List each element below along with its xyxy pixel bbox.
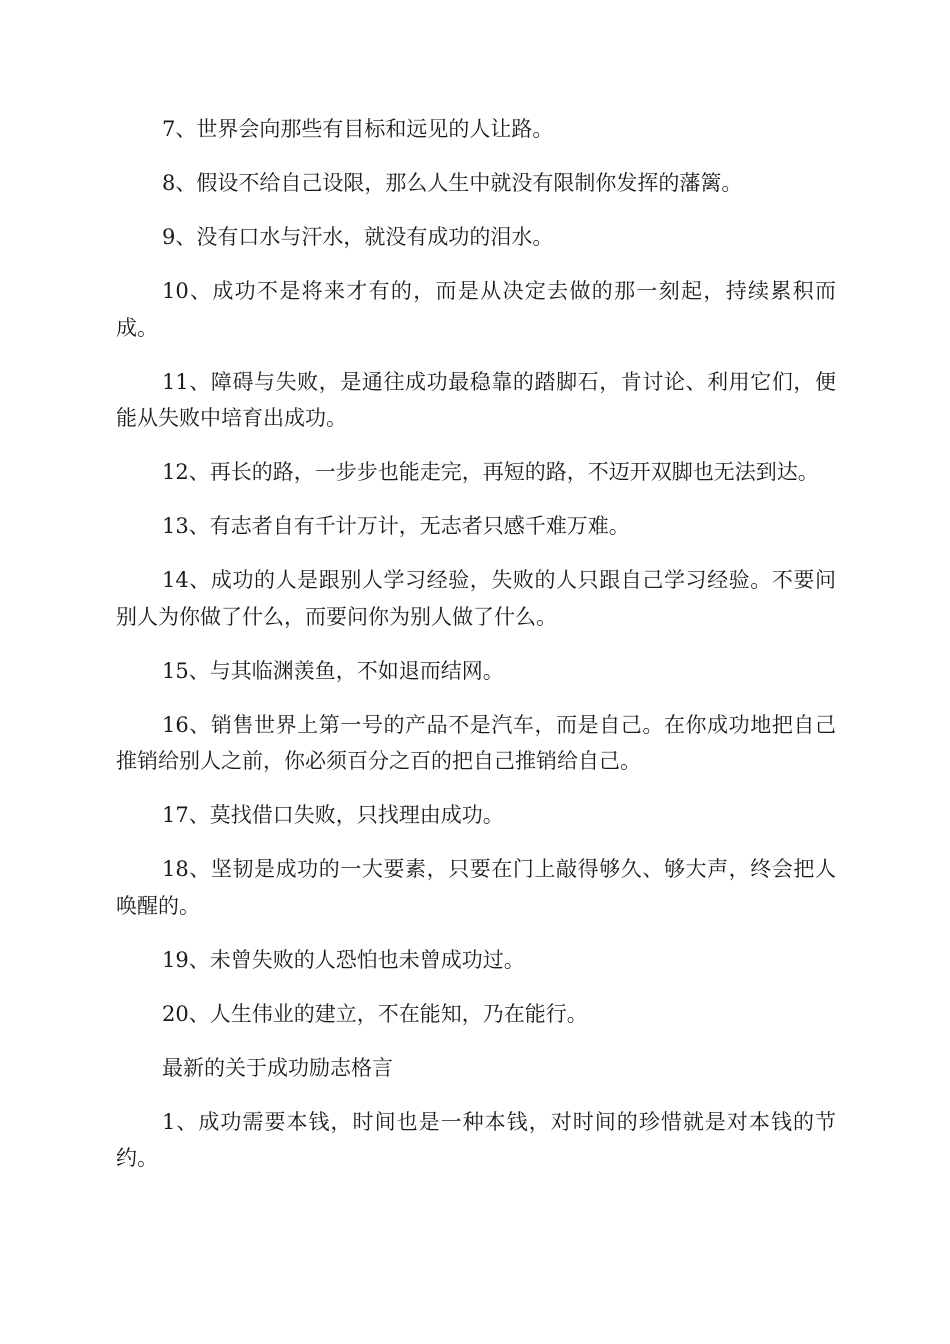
quote-20: 20、人生伟业的建立，不在能知，乃在能行。: [162, 1001, 588, 1026]
quote-12: 12、再长的路，一步步也能走完，再短的路，不迈开双脚也无法到达。: [162, 460, 819, 484]
quote-13: 13、有志者自有千计万计，无志者只感千难万难。: [162, 514, 630, 538]
quote-17: 17、莫找借口失败，只找理由成功。: [162, 803, 504, 827]
quote-18: 18、坚韧是成功的一大要素，只要在门上敲得够久、够大声，终会把人唤醒的。: [116, 857, 836, 918]
quote-14: 14、成功的人是跟别人学习经验，失败的人只跟自己学习经验。不要问别人为你做了什么，而要问你为别人做了什么。: [116, 568, 836, 629]
quote-15: 15、与其临渊羡鱼，不如退而结网。: [162, 658, 504, 683]
quote-8: 8、假设不给自己设限，那么人生中就没有限制你发挥的藩篱。: [162, 171, 743, 195]
quote-19: 19、未曾失败的人恐怕也未曾成功过。: [162, 947, 525, 972]
document-page: [116, 111, 836, 1194]
quote-7: 7、世界会向那些有目标和远见的人让路。: [162, 117, 554, 141]
quote-9: 9、没有口水与汗水，就没有成功的泪水。: [162, 225, 554, 249]
quote-10: 10、成功不是将来才有的，而是从决定去做的那一刻起，持续累积而成。: [116, 279, 836, 340]
section-heading: 最新的关于成功励志格言: [162, 1055, 393, 1080]
quote-11: 11、障碍与失败，是通往成功最稳靠的踏脚石，肯讨论、利用它们，便能从失败中培育出成功。: [116, 369, 836, 430]
new-quote-1: 1、成功需要本钱，时间也是一种本钱，对时间的珍惜就是对本钱的节约。: [116, 1109, 836, 1170]
quote-16: 16、销售世界上第一号的产品不是汽车，而是自己。在你成功地把自己推销给别人之前，你必须百分之百的把自己推销给自己。: [116, 712, 836, 773]
